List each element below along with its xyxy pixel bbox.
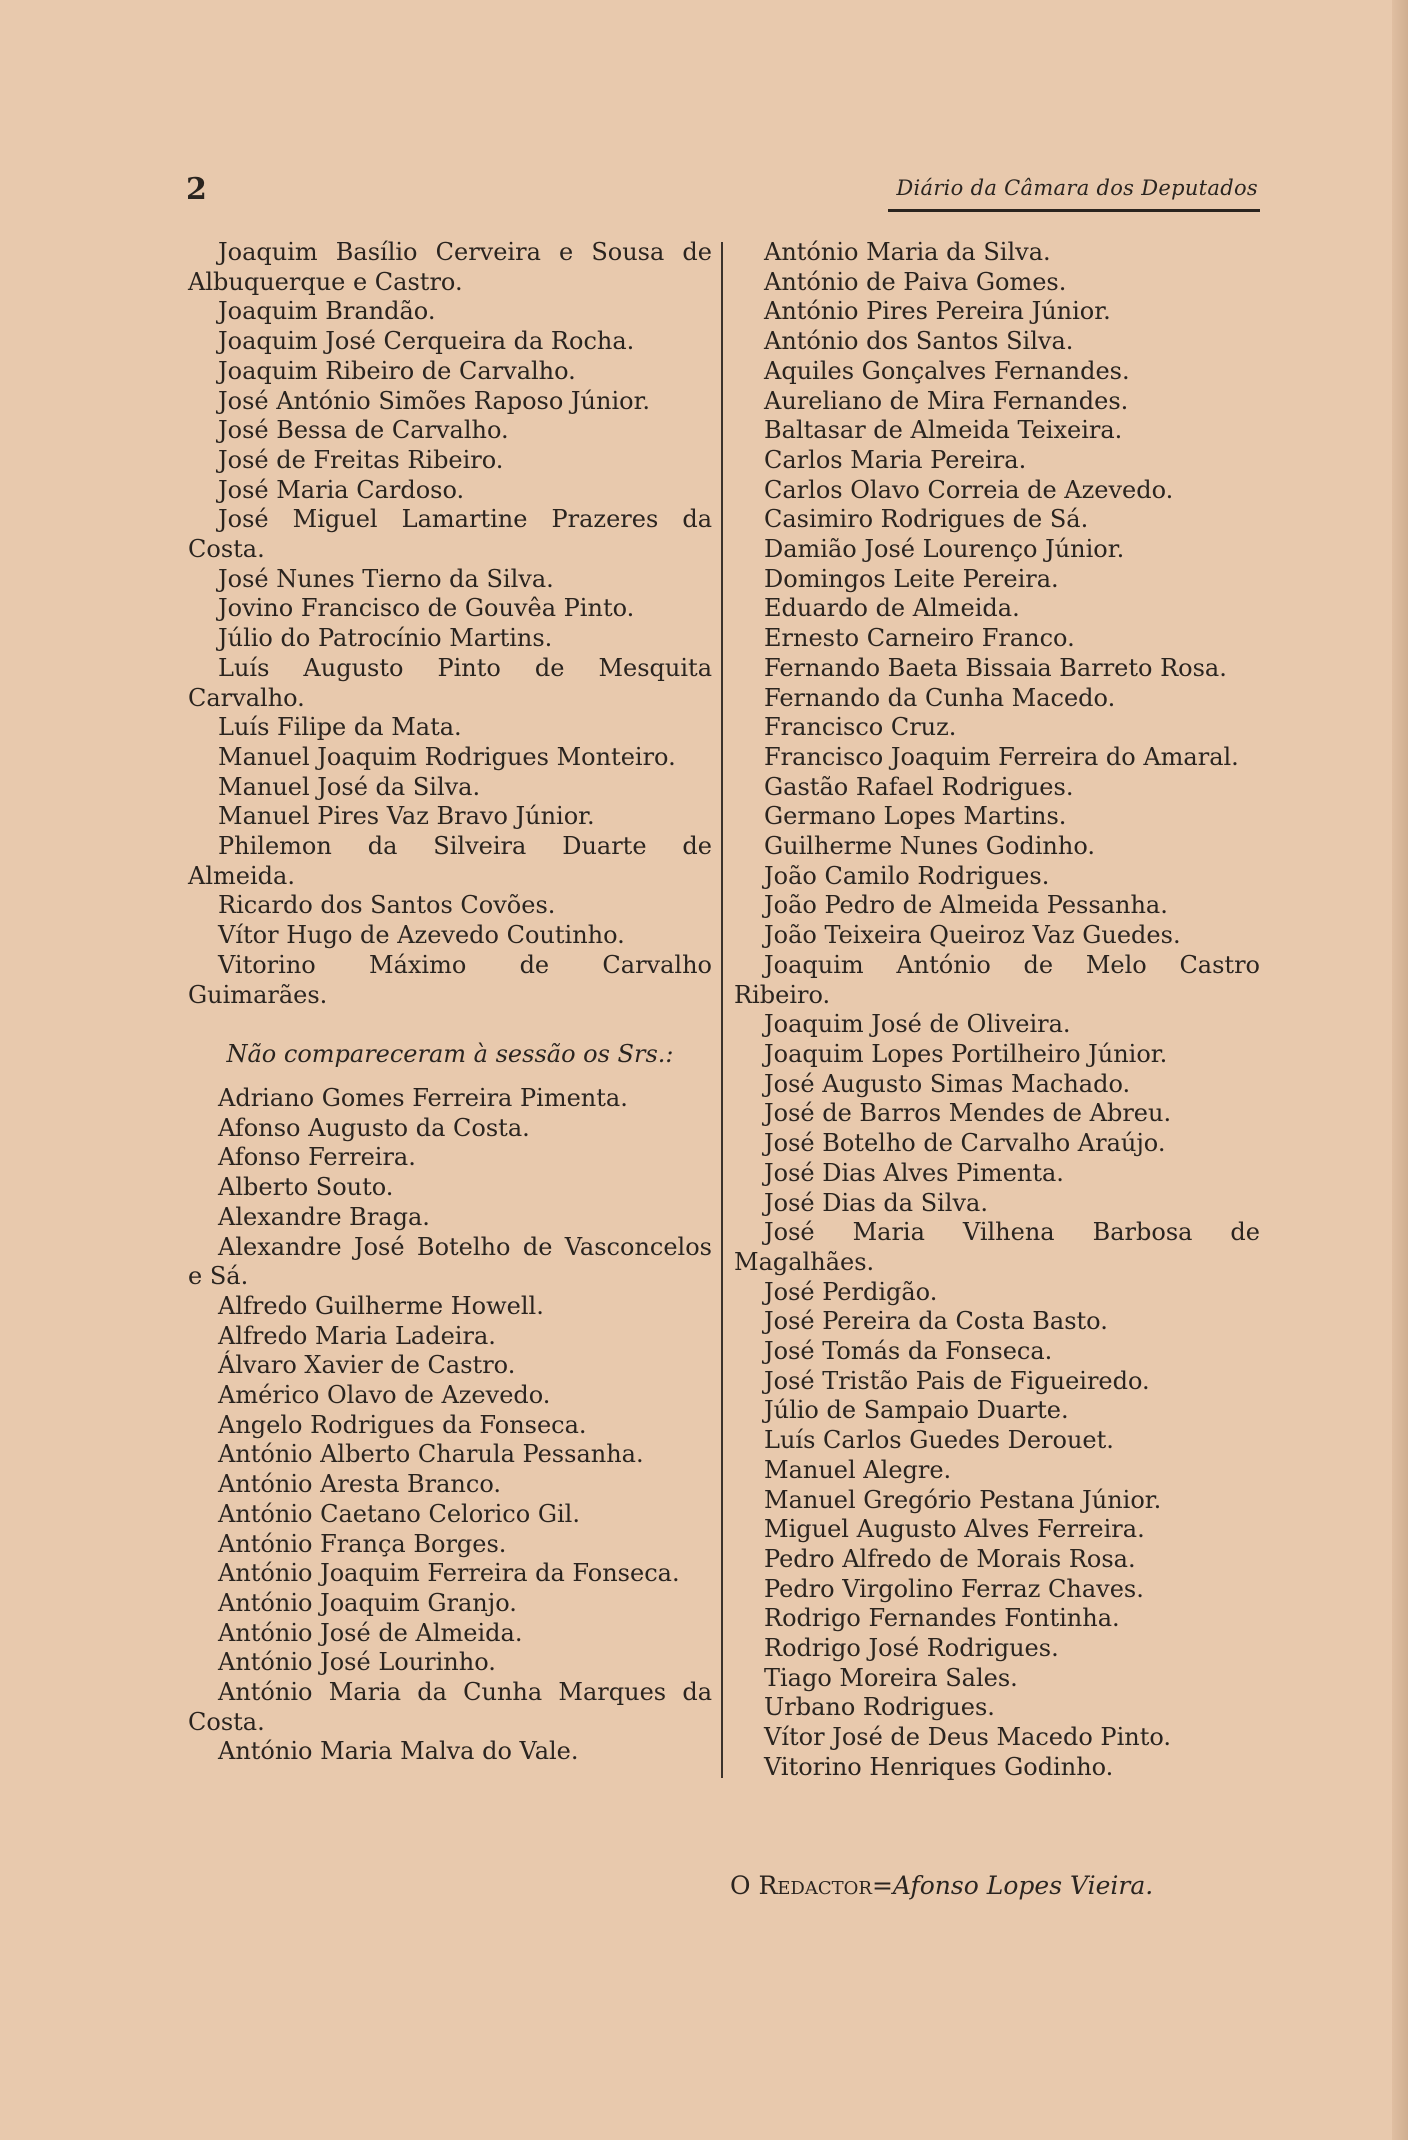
deputy-entry: Luís Augusto Pinto de Mesquita Carvalho. (188, 653, 712, 712)
deputy-entry: Baltasar de Almeida Teixeira. (764, 416, 1123, 445)
deputy-entry: José Bessa de Carvalho. (218, 416, 509, 445)
deputy-entry: Joaquim José de Oliveira. (764, 1010, 1071, 1039)
deputy-entry: Alexandre José Botelho de Vasconcelos e Sá. (188, 1232, 712, 1291)
deputy-entry: Luís Carlos Guedes Derouet. (764, 1426, 1114, 1455)
deputy-entry: Joaquim Lopes Portilheiro Júnior. (764, 1039, 1168, 1068)
deputy-entry: José Miguel Lamartine Prazeres da Costa. (188, 505, 712, 564)
deputy-entry: António dos Santos Silva. (764, 327, 1074, 356)
deputy-entry: Vítor José de Deus Macedo Pinto. (764, 1723, 1172, 1752)
deputy-entry: José Perdigão. (764, 1277, 938, 1306)
present-list (188, 238, 712, 1010)
deputy-entry: Afonso Ferreira. (218, 1143, 416, 1172)
deputy-entry: António Alberto Charula Pessanha. (218, 1440, 644, 1469)
deputy-entry: António Pires Pereira Júnior. (764, 297, 1111, 326)
absent-list (188, 1084, 712, 1767)
deputy-entry: José de Freitas Ribeiro. (218, 445, 504, 474)
editor-name: Afonso Lopes Vieira. (892, 1871, 1154, 1900)
deputy-entry: Aquiles Gonçalves Fernandes. (764, 356, 1130, 385)
running-title: Diário da Câmara dos Deputados (896, 176, 1258, 200)
deputy-entry: Francisco Cruz. (764, 713, 957, 742)
deputy-entry: Carlos Maria Pereira. (764, 445, 1027, 474)
deputy-entry: Manuel Pires Vaz Bravo Júnior. (218, 802, 595, 831)
deputy-entry: José Botelho de Carvalho Araújo. (764, 1129, 1166, 1158)
deputy-entry: Fernando da Cunha Macedo. (764, 683, 1116, 712)
deputy-entry: Germano Lopes Martins. (764, 802, 1067, 831)
deputy-entry: António José de Almeida. (218, 1618, 523, 1647)
signature-label: Redactor (758, 1871, 872, 1900)
deputy-entry: Domingos Leite Pereira. (764, 564, 1059, 593)
deputy-entry: Alexandre Braga. (218, 1202, 430, 1231)
deputy-entry: José Maria Vilhena Barbosa de Magalhães. (734, 1218, 1260, 1276)
signature-prefix: O (730, 1871, 751, 1900)
deputy-entry: Joaquim Ribeiro de Carvalho. (218, 356, 576, 385)
deputy-entry: António Maria da Cunha Marques da Costa. (188, 1678, 712, 1736)
signature-separator: = (871, 1871, 893, 1900)
deputy-entry: Ernesto Carneiro Franco. (764, 624, 1075, 653)
deputy-entry: Manuel Alegre. (764, 1455, 952, 1484)
deputy-entry: Damião José Lourenço Júnior. (764, 535, 1125, 564)
deputy-entry: Júlio de Sampaio Duarte. (764, 1396, 1069, 1425)
deputy-entry: Francisco Joaquim Ferreira do Amaral. (764, 742, 1239, 771)
deputy-entry: António França Borges. (218, 1529, 507, 1558)
deputy-entry: António Maria da Silva. (764, 238, 1051, 266)
deputy-entry: António José Lourinho. (218, 1648, 496, 1677)
deputy-entry: António Aresta Branco. (218, 1470, 501, 1499)
deputy-entry: António Maria Malva do Vale. (218, 1737, 579, 1766)
deputy-entry: José Nunes Tierno da Silva. (218, 564, 554, 593)
deputy-entry: Alberto Souto. (218, 1173, 394, 1202)
deputy-entry: Adriano Gomes Ferreira Pimenta. (218, 1083, 628, 1112)
deputy-entry: Carlos Olavo Correia de Azevedo. (764, 475, 1174, 504)
deputy-entry: Ricardo dos Santos Covões. (218, 891, 556, 920)
deputy-entry: Manuel José da Silva. (218, 772, 481, 801)
deputy-entry: José de Barros Mendes de Abreu. (764, 1099, 1172, 1128)
deputy-entry: José Augusto Simas Machado. (764, 1069, 1131, 1098)
deputy-entry: Américo Olavo de Azevedo. (218, 1381, 551, 1410)
deputy-entry: José Pereira da Costa Basto. (764, 1307, 1108, 1336)
deputy-entry: Aureliano de Mira Fernandes. (764, 386, 1129, 415)
deputy-entry: Joaquim António de Melo Castro Ribeiro. (734, 950, 1260, 1009)
right-column (734, 238, 1260, 1783)
deputy-entry: Fernando Baeta Bissaia Barreto Rosa. (764, 653, 1227, 682)
deputy-entry: António Joaquim Ferreira da Fonseca. (218, 1559, 680, 1588)
deputy-entry: Guilherme Nunes Godinho. (764, 832, 1095, 861)
deputy-entry: João Camilo Rodrigues. (764, 861, 1050, 890)
deputy-entry: Júlio do Patrocínio Martins. (218, 624, 553, 653)
deputy-entry: José Dias Alves Pimenta. (764, 1158, 1064, 1187)
deputy-entry: Tiago Moreira Sales. (764, 1663, 1018, 1692)
deputy-entry: Urbano Rodrigues. (764, 1693, 995, 1722)
page-number: 2 (186, 172, 207, 207)
deputy-entry: Joaquim Basílio Cerveira e Sousa de Albuquerque e Castro. (188, 238, 712, 296)
deputy-entry: Joaquim Brandão. (218, 297, 436, 326)
deputy-entry: Casimiro Rodrigues de Sá. (764, 505, 1089, 534)
deputy-entry: Rodrigo José Rodrigues. (764, 1634, 1059, 1663)
deputy-entry: Angelo Rodrigues da Fonseca. (218, 1410, 587, 1439)
deputy-entry: José Tristão Pais de Figueiredo. (764, 1366, 1150, 1395)
deputy-entry: Manuel Joaquim Rodrigues Monteiro. (218, 742, 676, 771)
deputy-entry: Vitorino Henriques Godinho. (764, 1752, 1114, 1781)
deputy-entry: Eduardo de Almeida. (764, 594, 1020, 623)
deputy-entry: António Caetano Celorico Gil. (218, 1499, 580, 1528)
deputy-entry: Vítor Hugo de Azevedo Coutinho. (218, 921, 625, 950)
deputy-entry: Luís Filipe da Mata. (218, 713, 462, 742)
deputy-entry: Alfredo Maria Ladeira. (218, 1321, 496, 1350)
deputy-entry: António de Paiva Gomes. (764, 267, 1067, 296)
deputy-entry: Álvaro Xavier de Castro. (218, 1351, 516, 1380)
editor-signature (730, 1871, 1153, 1900)
deputy-entry: Alfredo Guilherme Howell. (218, 1291, 544, 1320)
deputy-entry: Manuel Gregório Pestana Júnior. (764, 1485, 1162, 1514)
deputy-entry: João Teixeira Queiroz Vaz Guedes. (764, 921, 1181, 950)
left-column (188, 238, 712, 1767)
deputy-entry: João Pedro de Almeida Pessanha. (764, 891, 1168, 920)
column-divider (721, 242, 723, 1778)
deputy-entry: José Maria Cardoso. (218, 475, 465, 504)
deputy-entry: José Tomás da Fonseca. (764, 1337, 1053, 1366)
deputy-entry: António Joaquim Granjo. (218, 1588, 517, 1617)
deputy-entry: Pedro Virgolino Ferraz Chaves. (764, 1574, 1144, 1603)
deputy-entry: Joaquim José Cerqueira da Rocha. (218, 327, 635, 356)
deputy-entry: Philemon da Silveira Duarte de Almeida. (188, 832, 712, 890)
header-rule (888, 209, 1260, 212)
absent-section-heading: Não compareceram à sessão os Srs.: (226, 1040, 674, 1069)
deputy-entry: Pedro Alfredo de Morais Rosa. (764, 1544, 1136, 1573)
deputy-entry: José António Simões Raposo Júnior. (218, 386, 651, 415)
deputy-entry: Miguel Augusto Alves Ferreira. (764, 1515, 1145, 1544)
deputy-entry: Jovino Francisco de Gouvêa Pinto. (218, 594, 635, 623)
page-edge (1392, 0, 1408, 2140)
deputy-entry: Rodrigo Fernandes Fontinha. (764, 1604, 1120, 1633)
deputy-entry: Vitorino Máximo de Carvalho Guimarães. (188, 950, 712, 1009)
deputy-entry: Gastão Rafael Rodrigues. (764, 772, 1074, 801)
deputy-entry: José Dias da Silva. (764, 1188, 988, 1217)
deputy-entry: Afonso Augusto da Costa. (218, 1113, 530, 1142)
